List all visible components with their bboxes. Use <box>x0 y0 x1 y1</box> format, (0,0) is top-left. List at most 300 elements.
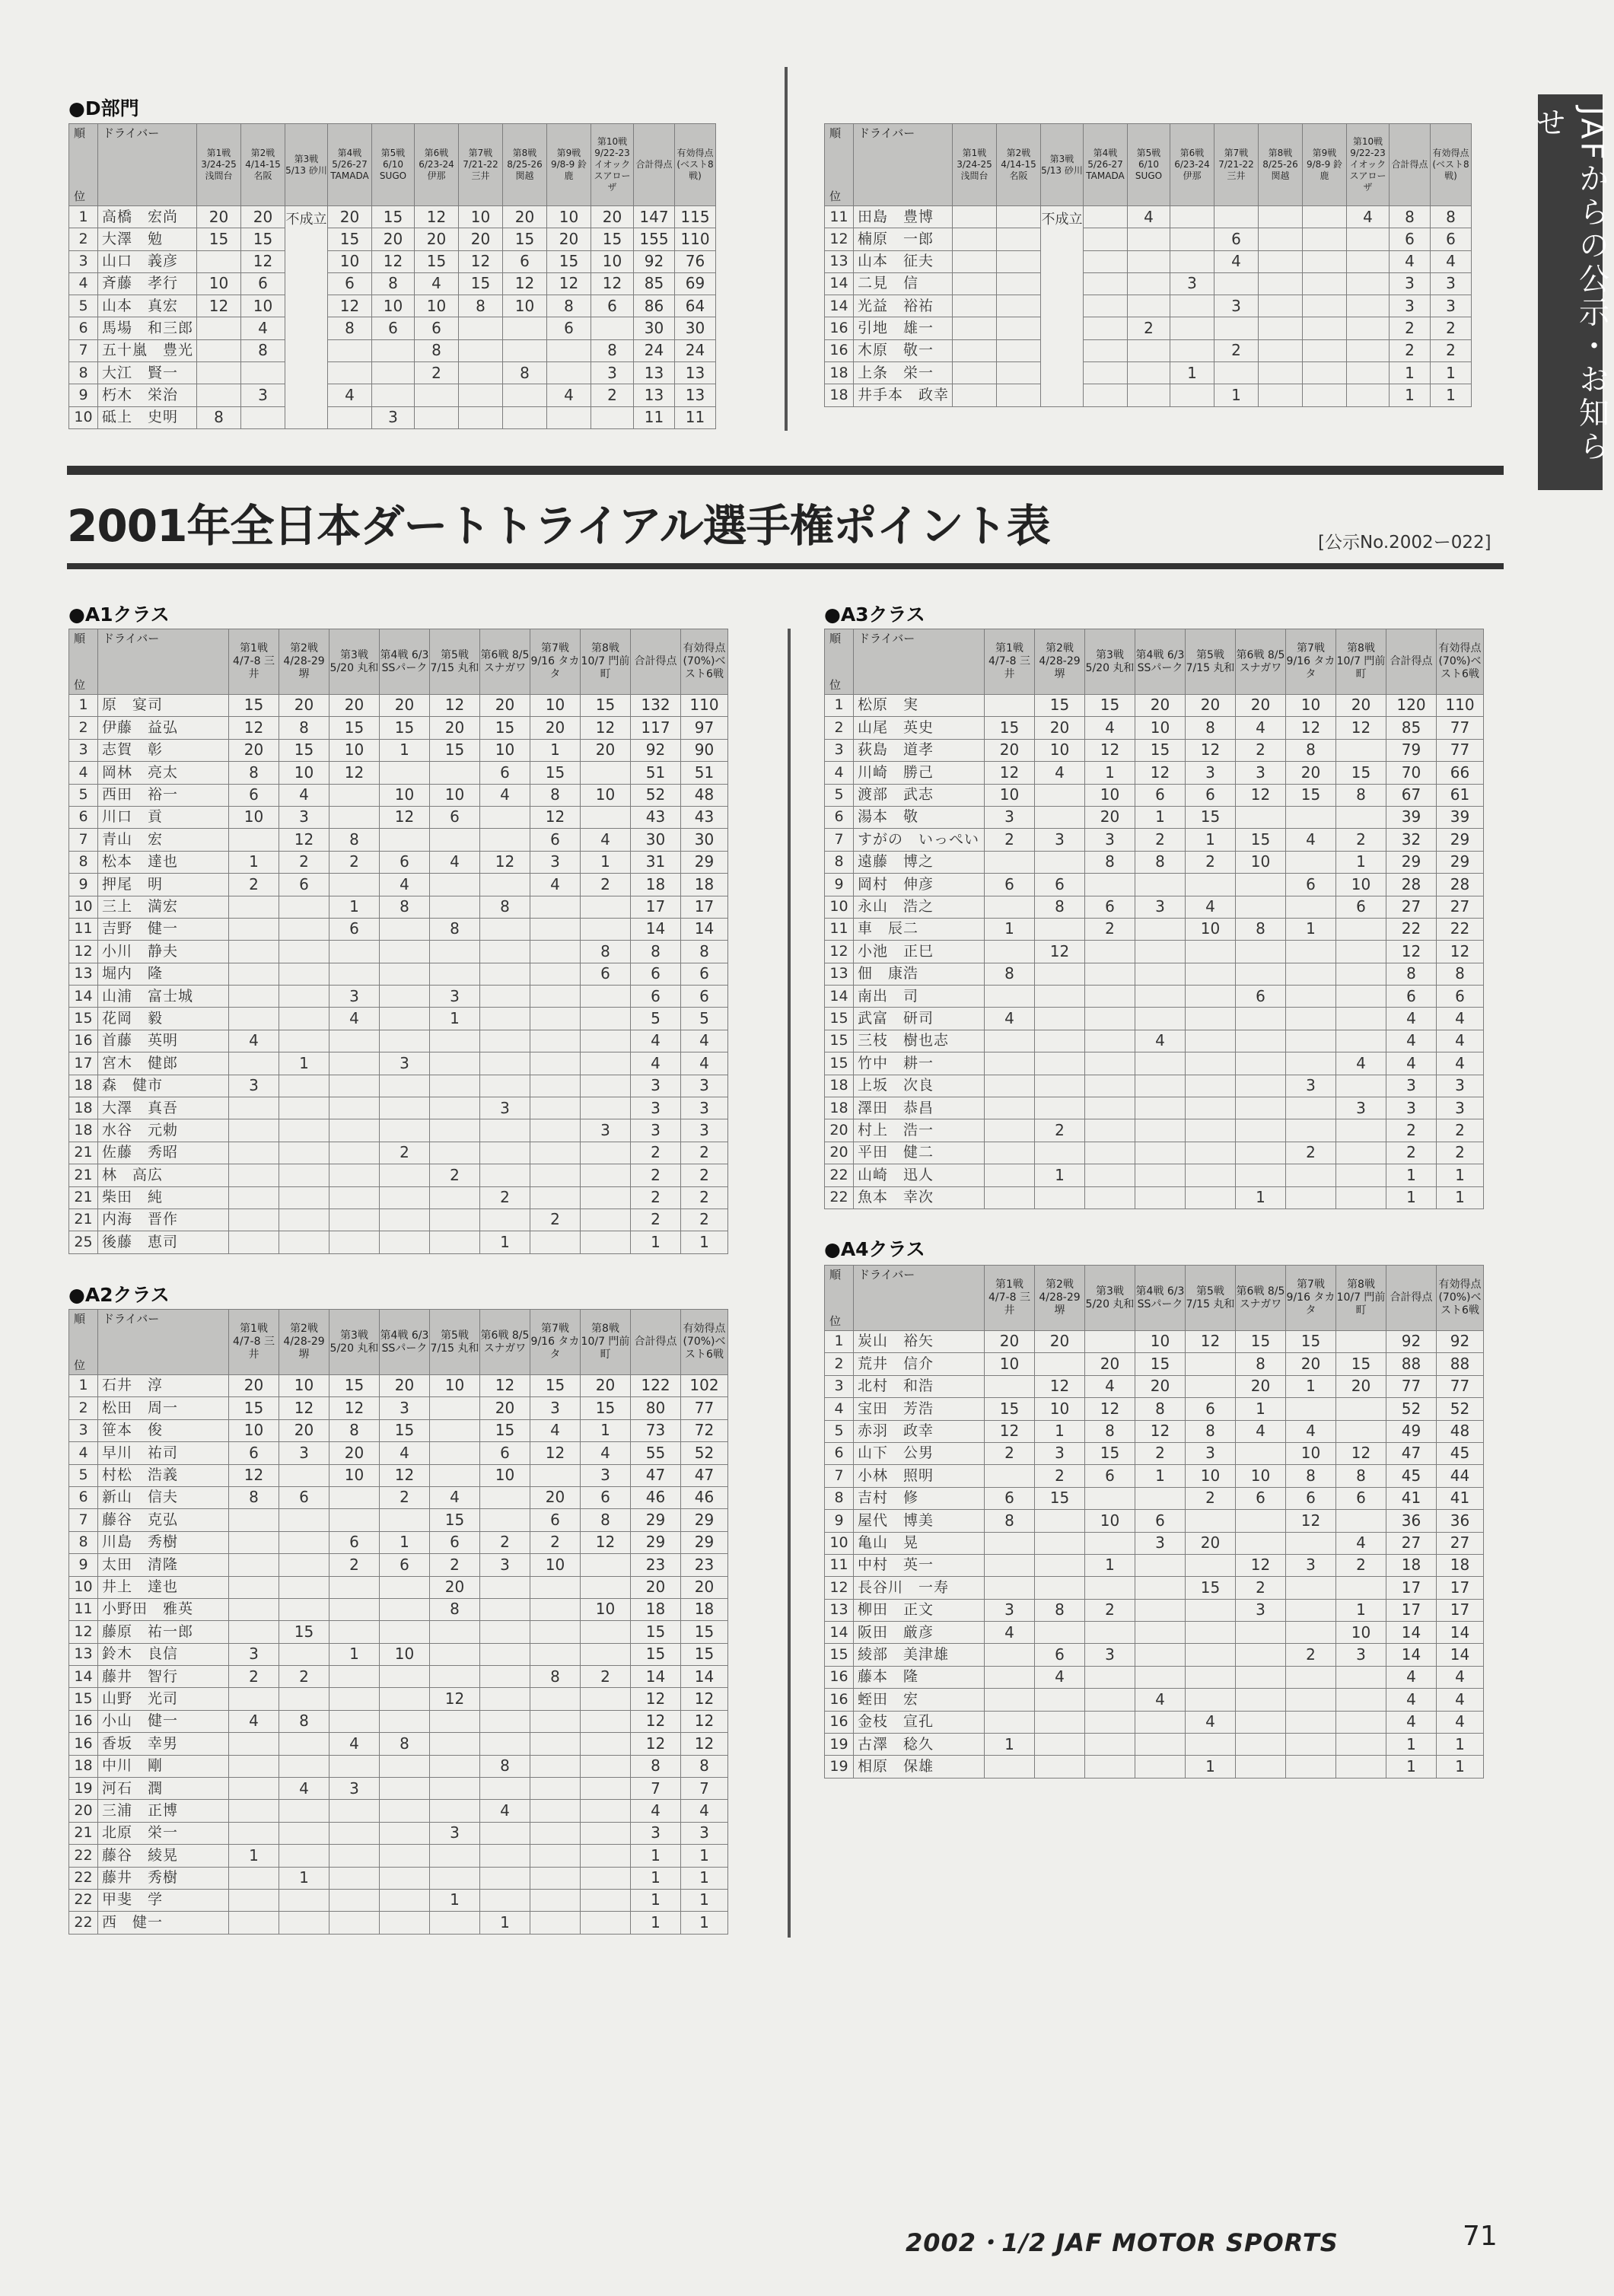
points-cell: 12 <box>430 1688 480 1710</box>
points-cell: 10 <box>1186 1465 1236 1487</box>
points-cell: 4 <box>1236 717 1286 739</box>
points-cell: 6 <box>1186 784 1236 806</box>
points-cell: 2 <box>681 1186 728 1209</box>
points-cell <box>985 1097 1035 1119</box>
driver-name-cell: 車 辰二 <box>854 918 985 940</box>
points-cell: 4 <box>631 1800 681 1822</box>
points-cell: 36 <box>1437 1510 1484 1532</box>
points-cell <box>1035 986 1085 1008</box>
points-cell: 4 <box>1347 206 1390 228</box>
points-cell: 12 <box>480 1375 530 1397</box>
rank-cell: 18 <box>69 1119 98 1142</box>
round-header: 第3戦 5/20 丸和 <box>329 1310 380 1375</box>
points-cell: 14 <box>1437 1644 1484 1666</box>
points-cell <box>1286 1097 1336 1119</box>
rank-cell: 19 <box>825 1756 854 1778</box>
points-cell: 20 <box>279 695 329 717</box>
points-cell <box>1336 1711 1386 1733</box>
round-header: 第4戦 6/3 SSパーク <box>1135 629 1186 695</box>
points-cell <box>1259 384 1303 406</box>
points-cell: 10 <box>229 806 279 828</box>
points-cell: 6 <box>1390 228 1431 250</box>
points-cell: 3 <box>372 406 415 428</box>
table-row <box>69 1008 728 1030</box>
points-cell <box>1085 1666 1135 1688</box>
points-cell <box>1336 1186 1386 1209</box>
points-cell <box>480 986 530 1008</box>
points-cell: 12 <box>681 1688 728 1710</box>
driver-name-cell: 上条 栄一 <box>854 362 953 384</box>
points-cell: 1 <box>1170 362 1214 384</box>
points-cell: 30 <box>681 829 728 851</box>
round-header: 第6戦 8/5 スナガワ <box>1236 629 1286 695</box>
points-cell: 10 <box>480 1464 530 1486</box>
points-cell <box>1035 1142 1085 1164</box>
points-cell: 4 <box>1085 1375 1135 1397</box>
driver-name-cell: 小山 健一 <box>98 1710 229 1732</box>
points-cell: 20 <box>480 1397 530 1419</box>
points-cell <box>279 1576 329 1598</box>
points-cell: 20 <box>681 1576 728 1598</box>
driver-name-cell: 柳田 正文 <box>854 1599 985 1621</box>
points-cell <box>503 317 547 339</box>
points-cell: 1 <box>1386 1756 1437 1778</box>
points-cell: 8 <box>1236 918 1286 940</box>
points-cell <box>1035 918 1085 940</box>
points-cell <box>1085 986 1135 1008</box>
points-cell <box>591 406 634 428</box>
rank-cell: 13 <box>69 963 98 985</box>
rank-label-bottom: 位 <box>829 1314 842 1328</box>
points-cell <box>1186 1186 1236 1209</box>
table-row <box>825 717 1484 739</box>
points-cell: 6 <box>547 317 591 339</box>
points-cell <box>1085 1331 1135 1353</box>
points-cell: 3 <box>1386 1097 1437 1119</box>
points-cell: 4 <box>430 851 480 873</box>
driver-name-cell: 朽木 栄治 <box>98 384 197 406</box>
points-cell <box>380 1688 430 1710</box>
points-cell <box>1084 228 1128 250</box>
points-cell: 8 <box>530 1666 581 1688</box>
points-cell: 15 <box>1336 762 1386 784</box>
table-row <box>69 339 716 361</box>
table-row <box>825 1164 1484 1186</box>
points-cell <box>1170 317 1214 339</box>
points-cell <box>1135 1599 1186 1621</box>
points-cell <box>1286 1756 1336 1778</box>
points-cell <box>380 762 430 784</box>
table-row <box>69 406 716 428</box>
driver-header: ドライバー <box>98 629 229 695</box>
points-cell <box>985 1465 1035 1487</box>
points-cell: 10 <box>329 1464 380 1486</box>
table-row <box>69 1119 728 1142</box>
points-cell: 47 <box>1386 1442 1437 1464</box>
points-cell <box>430 1030 480 1052</box>
rank-header <box>69 1310 98 1375</box>
points-cell <box>279 963 329 985</box>
points-cell: 97 <box>681 717 728 739</box>
points-cell: 15 <box>581 1397 631 1419</box>
points-cell: 15 <box>631 1621 681 1643</box>
points-cell <box>1236 1075 1286 1097</box>
rank-cell: 5 <box>825 784 854 806</box>
driver-name-cell: 宝田 芳浩 <box>854 1398 985 1420</box>
a3-table <box>824 629 1484 1209</box>
points-cell <box>279 986 329 1008</box>
points-cell <box>229 1186 279 1209</box>
points-cell: 12 <box>1236 1554 1286 1576</box>
points-cell: 3 <box>279 806 329 828</box>
effective-header: 有効得点(ベスト8戦) <box>1431 124 1472 206</box>
points-cell: 7 <box>681 1778 728 1800</box>
points-cell <box>985 1142 1035 1164</box>
rank-cell: 19 <box>69 1778 98 1800</box>
points-cell: 52 <box>681 1442 728 1464</box>
points-cell <box>1170 295 1214 317</box>
points-cell: 2 <box>1437 1119 1484 1142</box>
points-cell: 1 <box>279 1052 329 1075</box>
points-cell <box>1336 1119 1386 1142</box>
points-cell: 15 <box>480 1419 530 1441</box>
points-cell: 12 <box>1386 941 1437 963</box>
driver-name-cell: 山下 公男 <box>854 1442 985 1464</box>
points-cell: 4 <box>229 1710 279 1732</box>
driver-name-cell: 村上 浩一 <box>854 1119 985 1142</box>
table-row <box>69 874 728 896</box>
points-cell <box>1336 1030 1386 1052</box>
points-cell: 20 <box>1236 1375 1286 1397</box>
points-cell: 102 <box>681 1375 728 1397</box>
points-cell: 14 <box>681 918 728 940</box>
points-cell: 73 <box>631 1419 681 1441</box>
rank-cell: 16 <box>825 339 854 361</box>
points-cell: 6 <box>581 1486 631 1508</box>
points-cell <box>997 250 1041 272</box>
driver-name-cell: 藤谷 綾晃 <box>98 1845 229 1867</box>
points-cell: 77 <box>1437 739 1484 761</box>
points-cell: 29 <box>681 851 728 873</box>
points-cell <box>197 384 241 406</box>
points-cell: 8 <box>681 941 728 963</box>
driver-name-cell: 井手本 政幸 <box>854 384 953 406</box>
table-row <box>69 228 716 250</box>
points-cell <box>530 1119 581 1142</box>
table-row <box>825 784 1484 806</box>
points-cell <box>1347 384 1390 406</box>
points-cell: 77 <box>681 1397 728 1419</box>
points-cell: 29 <box>681 1509 728 1531</box>
rank-cell: 5 <box>69 295 98 317</box>
table-row <box>825 1487 1484 1509</box>
points-cell <box>229 1800 279 1822</box>
points-cell: 20 <box>581 739 631 761</box>
points-cell: 6 <box>480 1442 530 1464</box>
table-row <box>69 1710 728 1732</box>
round-header: 第1戦 4/7-8 三井 <box>229 1310 279 1375</box>
points-cell: 12 <box>279 1397 329 1419</box>
points-cell: 15 <box>681 1621 728 1643</box>
points-cell: 8 <box>430 918 480 940</box>
points-cell: 12 <box>681 1710 728 1732</box>
points-cell <box>480 1889 530 1911</box>
points-cell: 1 <box>1431 362 1472 384</box>
driver-name-cell: 竹中 耕一 <box>854 1052 985 1075</box>
points-cell <box>581 1097 631 1119</box>
points-cell: 2 <box>631 1186 681 1209</box>
points-cell <box>329 1030 380 1052</box>
points-cell <box>581 762 631 784</box>
points-cell: 12 <box>1186 739 1236 761</box>
rank-cell: 6 <box>69 806 98 828</box>
points-cell <box>229 1119 279 1142</box>
points-cell: 20 <box>1236 695 1286 717</box>
rank-cell: 13 <box>69 1643 98 1665</box>
a4-table <box>824 1265 1484 1779</box>
points-cell <box>581 1643 631 1665</box>
rank-cell: 4 <box>69 272 98 295</box>
points-cell <box>1186 963 1236 985</box>
table-row <box>69 1486 728 1508</box>
points-cell: 1 <box>631 1889 681 1911</box>
points-cell: 2 <box>1336 829 1386 851</box>
table-row <box>825 1097 1484 1119</box>
points-cell: 1 <box>279 1867 329 1889</box>
rank-cell: 13 <box>825 250 854 272</box>
points-cell <box>1135 1052 1186 1075</box>
points-cell: 20 <box>1085 806 1135 828</box>
points-cell <box>1303 317 1347 339</box>
points-cell <box>229 1008 279 1030</box>
points-cell: 20 <box>631 1576 681 1598</box>
points-cell <box>229 1778 279 1800</box>
points-cell <box>1259 339 1303 361</box>
title-bar-bottom <box>67 563 1504 569</box>
points-cell: 6 <box>631 963 681 985</box>
points-cell <box>1035 806 1085 828</box>
table-row <box>69 362 716 384</box>
points-cell <box>530 941 581 963</box>
points-cell: 8 <box>430 1598 480 1620</box>
points-cell: 8 <box>1286 1465 1336 1487</box>
points-cell <box>1135 986 1186 1008</box>
driver-name-cell: 宮木 健郎 <box>98 1052 229 1075</box>
rank-cell: 22 <box>825 1164 854 1186</box>
rank-cell: 14 <box>69 986 98 1008</box>
table-row <box>69 829 728 851</box>
points-cell: 15 <box>1286 784 1336 806</box>
points-cell <box>430 1464 480 1486</box>
points-cell: 2 <box>430 1164 480 1186</box>
rank-cell: 25 <box>69 1231 98 1253</box>
points-cell: 2 <box>279 1666 329 1688</box>
points-cell <box>530 1778 581 1800</box>
points-cell: 1 <box>1085 1554 1135 1576</box>
points-cell: 6 <box>530 1509 581 1531</box>
points-cell: 2 <box>631 1142 681 1164</box>
driver-name-cell: 原 宴司 <box>98 695 229 717</box>
table-row <box>825 1119 1484 1142</box>
points-cell: 10 <box>547 206 591 228</box>
points-cell: 79 <box>1386 739 1437 761</box>
points-cell <box>1336 1331 1386 1353</box>
points-cell: 2 <box>1214 339 1259 361</box>
rank-cell: 1 <box>825 1331 854 1353</box>
points-cell: 39 <box>1437 806 1484 828</box>
points-cell: 10 <box>985 1353 1035 1375</box>
points-cell <box>581 1755 631 1777</box>
round-header: 第7戦 9/16 タカタ <box>530 629 581 695</box>
round-header: 第2戦 4/28-29 堺 <box>1035 1266 1085 1331</box>
points-cell <box>1135 1554 1186 1576</box>
points-cell <box>229 1052 279 1075</box>
points-cell <box>380 1576 430 1598</box>
points-cell <box>279 1030 329 1052</box>
rank-cell: 10 <box>69 406 98 428</box>
points-cell: 45 <box>1386 1465 1437 1487</box>
total-header: 合計得点 <box>634 124 675 206</box>
table-row <box>69 1442 728 1464</box>
points-cell: 8 <box>1186 1420 1236 1442</box>
points-cell <box>279 1912 329 1934</box>
rank-cell: 4 <box>825 1398 854 1420</box>
driver-name-cell: 藤井 秀樹 <box>98 1867 229 1889</box>
table-row <box>825 1734 1484 1756</box>
points-cell <box>229 1822 279 1844</box>
points-cell: 1 <box>530 739 581 761</box>
points-cell <box>1186 1510 1236 1532</box>
points-cell: 15 <box>279 739 329 761</box>
points-cell <box>530 1733 581 1755</box>
points-cell <box>1236 1097 1286 1119</box>
points-cell: 1 <box>380 739 430 761</box>
points-cell <box>329 1509 380 1531</box>
points-cell <box>1170 206 1214 228</box>
points-cell <box>1236 1734 1286 1756</box>
points-cell <box>530 1231 581 1253</box>
rank-cell: 20 <box>825 1142 854 1164</box>
points-cell: 15 <box>329 717 380 739</box>
points-cell <box>581 1186 631 1209</box>
rank-cell: 6 <box>69 1486 98 1508</box>
points-cell <box>229 986 279 1008</box>
table-row <box>69 1075 728 1097</box>
points-cell: 15 <box>380 717 430 739</box>
points-cell: 85 <box>1386 717 1437 739</box>
table-row <box>825 1554 1484 1576</box>
rank-cell: 1 <box>69 695 98 717</box>
points-cell: 10 <box>581 1598 631 1620</box>
table-row <box>69 1142 728 1164</box>
table-row <box>69 206 716 228</box>
rank-cell: 14 <box>69 1666 98 1688</box>
points-cell: 120 <box>1386 695 1437 717</box>
points-cell <box>1303 272 1347 295</box>
rank-cell: 4 <box>825 762 854 784</box>
points-cell <box>1286 1186 1336 1209</box>
points-cell: 14 <box>631 918 681 940</box>
points-cell <box>1259 317 1303 339</box>
points-cell <box>329 1912 380 1934</box>
points-cell <box>329 1621 380 1643</box>
table-row <box>69 1554 728 1576</box>
points-cell <box>1347 272 1390 295</box>
table-row <box>825 1622 1484 1644</box>
driver-name-cell: 佐藤 秀昭 <box>98 1142 229 1164</box>
points-cell <box>380 1822 430 1844</box>
points-cell <box>279 1464 329 1486</box>
table-row <box>825 339 1472 361</box>
driver-name-cell: 松本 達也 <box>98 851 229 873</box>
round-header: 第2戦 4/28-29 堺 <box>279 1310 329 1375</box>
points-cell <box>581 1822 631 1844</box>
rank-cell: 15 <box>825 1052 854 1075</box>
points-cell <box>985 1030 1035 1052</box>
points-cell <box>1135 1008 1186 1030</box>
points-cell: 12 <box>430 695 480 717</box>
points-cell <box>985 695 1035 717</box>
points-cell: 92 <box>1386 1331 1437 1353</box>
points-cell: 6 <box>1135 1510 1186 1532</box>
table-row <box>825 806 1484 828</box>
points-cell <box>547 362 591 384</box>
points-cell: 3 <box>591 362 634 384</box>
points-cell: 8 <box>1386 963 1437 985</box>
table-row <box>69 986 728 1008</box>
points-cell <box>581 1800 631 1822</box>
points-cell <box>1236 874 1286 896</box>
points-cell: 4 <box>480 1800 530 1822</box>
points-cell: 10 <box>581 784 631 806</box>
points-cell: 20 <box>197 206 241 228</box>
points-cell: 8 <box>480 896 530 918</box>
points-cell: 12 <box>197 295 241 317</box>
points-cell <box>1085 1119 1135 1142</box>
points-cell <box>1336 963 1386 985</box>
points-cell <box>1286 1711 1336 1733</box>
rank-cell: 22 <box>69 1912 98 1934</box>
points-cell: 12 <box>415 206 459 228</box>
points-cell <box>1085 1008 1135 1030</box>
table-row <box>825 1331 1484 1353</box>
round-header: 第5戦 7/15 丸和 <box>430 629 480 695</box>
points-cell: 20 <box>530 717 581 739</box>
rank-label-bottom: 位 <box>829 189 842 203</box>
points-cell <box>953 250 997 272</box>
points-cell <box>1336 1420 1386 1442</box>
driver-header: ドライバー <box>98 124 197 206</box>
table-row <box>825 1008 1484 1030</box>
driver-name-cell: 西田 裕一 <box>98 784 229 806</box>
points-cell: 8 <box>329 1419 380 1441</box>
d-right-grid <box>824 123 1472 407</box>
points-cell: 20 <box>229 739 279 761</box>
points-cell <box>1186 1375 1236 1397</box>
points-cell <box>480 918 530 940</box>
rank-header <box>69 124 98 206</box>
points-cell: 4 <box>1128 206 1170 228</box>
points-cell <box>480 874 530 896</box>
rank-cell: 13 <box>825 963 854 985</box>
rank-cell: 3 <box>825 1375 854 1397</box>
points-cell: 3 <box>1286 1075 1336 1097</box>
points-cell <box>985 1756 1035 1778</box>
points-cell: 6 <box>1186 1398 1236 1420</box>
points-cell: 10 <box>328 250 372 272</box>
table-row <box>825 986 1484 1008</box>
table-row <box>825 1075 1484 1097</box>
